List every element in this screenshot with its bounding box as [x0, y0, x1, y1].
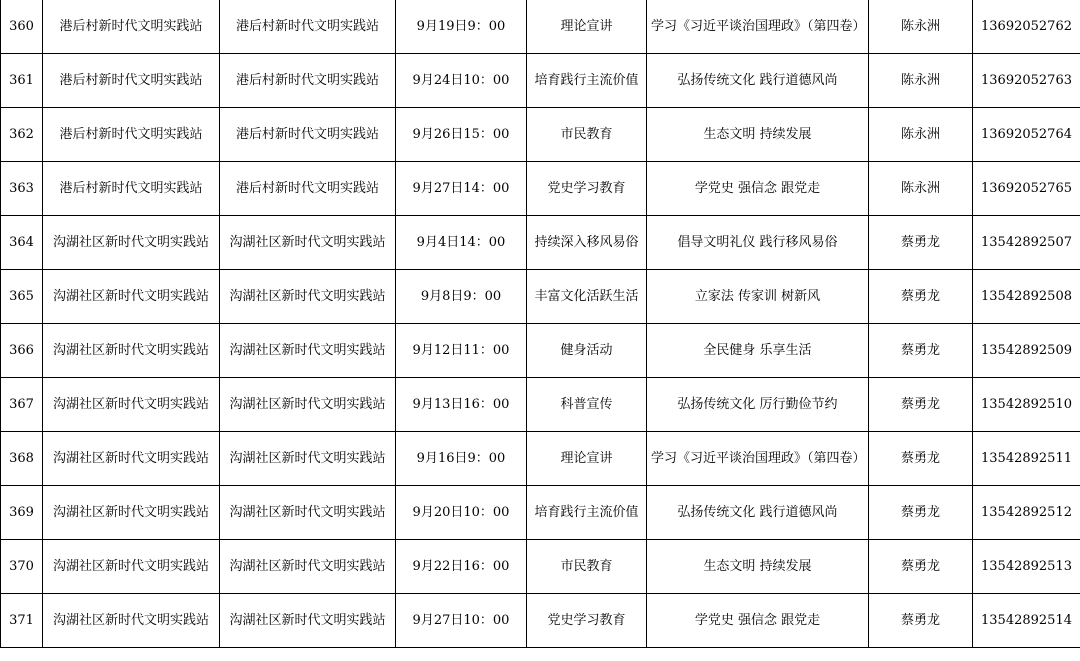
cell-number: 361	[1, 54, 43, 108]
cell-category: 市民教育	[527, 108, 647, 162]
cell-phone: 13692052762	[973, 0, 1080, 54]
table-row	[1, 324, 1080, 378]
cell-number: 360	[1, 0, 43, 54]
cell-venue: 港后村新时代文明实践站	[220, 108, 396, 162]
cell-category: 培育践行主流价值	[527, 54, 647, 108]
cell-organizer: 沟湖社区新时代文明实践站	[43, 324, 220, 378]
cell-time: 9月27日10：00	[396, 594, 527, 648]
cell-category: 党史学习教育	[527, 162, 647, 216]
table-row	[1, 0, 1080, 54]
cell-contact-person: 陈永洲	[869, 54, 973, 108]
table-row	[1, 432, 1080, 486]
cell-number: 366	[1, 324, 43, 378]
cell-venue: 港后村新时代文明实践站	[220, 54, 396, 108]
table-row	[1, 378, 1080, 432]
cell-category: 理论宣讲	[527, 432, 647, 486]
cell-contact-person: 蔡勇龙	[869, 270, 973, 324]
cell-venue: 沟湖社区新时代文明实践站	[220, 540, 396, 594]
cell-organizer: 沟湖社区新时代文明实践站	[43, 216, 220, 270]
cell-theme: 全民健身 乐享生活	[647, 324, 869, 378]
cell-venue: 港后村新时代文明实践站	[220, 162, 396, 216]
cell-time: 9月27日14：00	[396, 162, 527, 216]
cell-phone: 13542892514	[973, 594, 1080, 648]
cell-organizer: 港后村新时代文明实践站	[43, 108, 220, 162]
cell-number: 369	[1, 486, 43, 540]
cell-phone: 13542892509	[973, 324, 1080, 378]
cell-contact-person: 陈永洲	[869, 108, 973, 162]
cell-organizer: 沟湖社区新时代文明实践站	[43, 540, 220, 594]
cell-organizer: 沟湖社区新时代文明实践站	[43, 594, 220, 648]
cell-venue: 沟湖社区新时代文明实践站	[220, 594, 396, 648]
table-row	[1, 162, 1080, 216]
cell-category: 培育践行主流价值	[527, 486, 647, 540]
cell-theme: 学党史 强信念 跟党走	[647, 162, 869, 216]
cell-contact-person: 陈永洲	[869, 162, 973, 216]
cell-phone: 13542892507	[973, 216, 1080, 270]
cell-contact-person: 蔡勇龙	[869, 540, 973, 594]
cell-venue: 港后村新时代文明实践站	[220, 0, 396, 54]
cell-number: 362	[1, 108, 43, 162]
cell-contact-person: 蔡勇龙	[869, 216, 973, 270]
table-row	[1, 594, 1080, 648]
cell-theme: 立家法 传家训 树新风	[647, 270, 869, 324]
cell-organizer: 港后村新时代文明实践站	[43, 54, 220, 108]
cell-organizer: 沟湖社区新时代文明实践站	[43, 432, 220, 486]
cell-contact-person: 蔡勇龙	[869, 486, 973, 540]
cell-contact-person: 陈永洲	[869, 0, 973, 54]
cell-time: 9月20日10：00	[396, 486, 527, 540]
cell-theme: 弘扬传统文化 践行道德风尚	[647, 486, 869, 540]
table-row	[1, 540, 1080, 594]
cell-category: 理论宣讲	[527, 0, 647, 54]
cell-theme: 弘扬传统文化 践行道德风尚	[647, 54, 869, 108]
cell-theme: 弘扬传统文化 厉行勤俭节约	[647, 378, 869, 432]
cell-category: 健身活动	[527, 324, 647, 378]
cell-theme: 学习《习近平谈治国理政》（第四卷）	[647, 432, 869, 486]
cell-category: 党史学习教育	[527, 594, 647, 648]
cell-venue: 沟湖社区新时代文明实践站	[220, 378, 396, 432]
cell-category: 市民教育	[527, 540, 647, 594]
cell-number: 370	[1, 540, 43, 594]
cell-time: 9月24日10：00	[396, 54, 527, 108]
table-row	[1, 216, 1080, 270]
cell-theme: 倡导文明礼仪 践行移风易俗	[647, 216, 869, 270]
cell-venue: 沟湖社区新时代文明实践站	[220, 216, 396, 270]
cell-organizer: 沟湖社区新时代文明实践站	[43, 270, 220, 324]
cell-phone: 13542892510	[973, 378, 1080, 432]
cell-contact-person: 蔡勇龙	[869, 432, 973, 486]
table-body	[1, 0, 1080, 648]
cell-time: 9月12日11：00	[396, 324, 527, 378]
cell-category: 科普宣传	[527, 378, 647, 432]
cell-number: 363	[1, 162, 43, 216]
cell-phone: 13542892511	[973, 432, 1080, 486]
cell-theme: 学党史 强信念 跟党走	[647, 594, 869, 648]
cell-theme: 学习《习近平谈治国理政》（第四卷）	[647, 0, 869, 54]
cell-phone: 13692052764	[973, 108, 1080, 162]
cell-number: 367	[1, 378, 43, 432]
cell-number: 365	[1, 270, 43, 324]
cell-venue: 沟湖社区新时代文明实践站	[220, 432, 396, 486]
table-row	[1, 54, 1080, 108]
cell-phone: 13542892512	[973, 486, 1080, 540]
cell-organizer: 港后村新时代文明实践站	[43, 162, 220, 216]
cell-time: 9月19日9：00	[396, 0, 527, 54]
cell-organizer: 港后村新时代文明实践站	[43, 0, 220, 54]
cell-contact-person: 蔡勇龙	[869, 594, 973, 648]
cell-time: 9月4日14：00	[396, 216, 527, 270]
cell-organizer: 沟湖社区新时代文明实践站	[43, 486, 220, 540]
cell-venue: 沟湖社区新时代文明实践站	[220, 270, 396, 324]
cell-phone: 13542892513	[973, 540, 1080, 594]
table-row	[1, 486, 1080, 540]
cell-venue: 沟湖社区新时代文明实践站	[220, 324, 396, 378]
cell-category: 持续深入移风易俗	[527, 216, 647, 270]
table-row	[1, 108, 1080, 162]
cell-theme: 生态文明 持续发展	[647, 540, 869, 594]
cell-organizer: 沟湖社区新时代文明实践站	[43, 378, 220, 432]
cell-number: 368	[1, 432, 43, 486]
cell-contact-person: 蔡勇龙	[869, 324, 973, 378]
cell-venue: 沟湖社区新时代文明实践站	[220, 486, 396, 540]
cell-phone: 13542892508	[973, 270, 1080, 324]
cell-time: 9月22日16：00	[396, 540, 527, 594]
cell-time: 9月16日9：00	[396, 432, 527, 486]
table-row	[1, 270, 1080, 324]
cell-phone: 13692052763	[973, 54, 1080, 108]
cell-time: 9月26日15：00	[396, 108, 527, 162]
cell-theme: 生态文明 持续发展	[647, 108, 869, 162]
cell-contact-person: 蔡勇龙	[869, 378, 973, 432]
cell-number: 364	[1, 216, 43, 270]
cell-category: 丰富文化活跃生活	[527, 270, 647, 324]
cell-number: 371	[1, 594, 43, 648]
cell-time: 9月8日9：00	[396, 270, 527, 324]
cell-time: 9月13日16：00	[396, 378, 527, 432]
cell-phone: 13692052765	[973, 162, 1080, 216]
